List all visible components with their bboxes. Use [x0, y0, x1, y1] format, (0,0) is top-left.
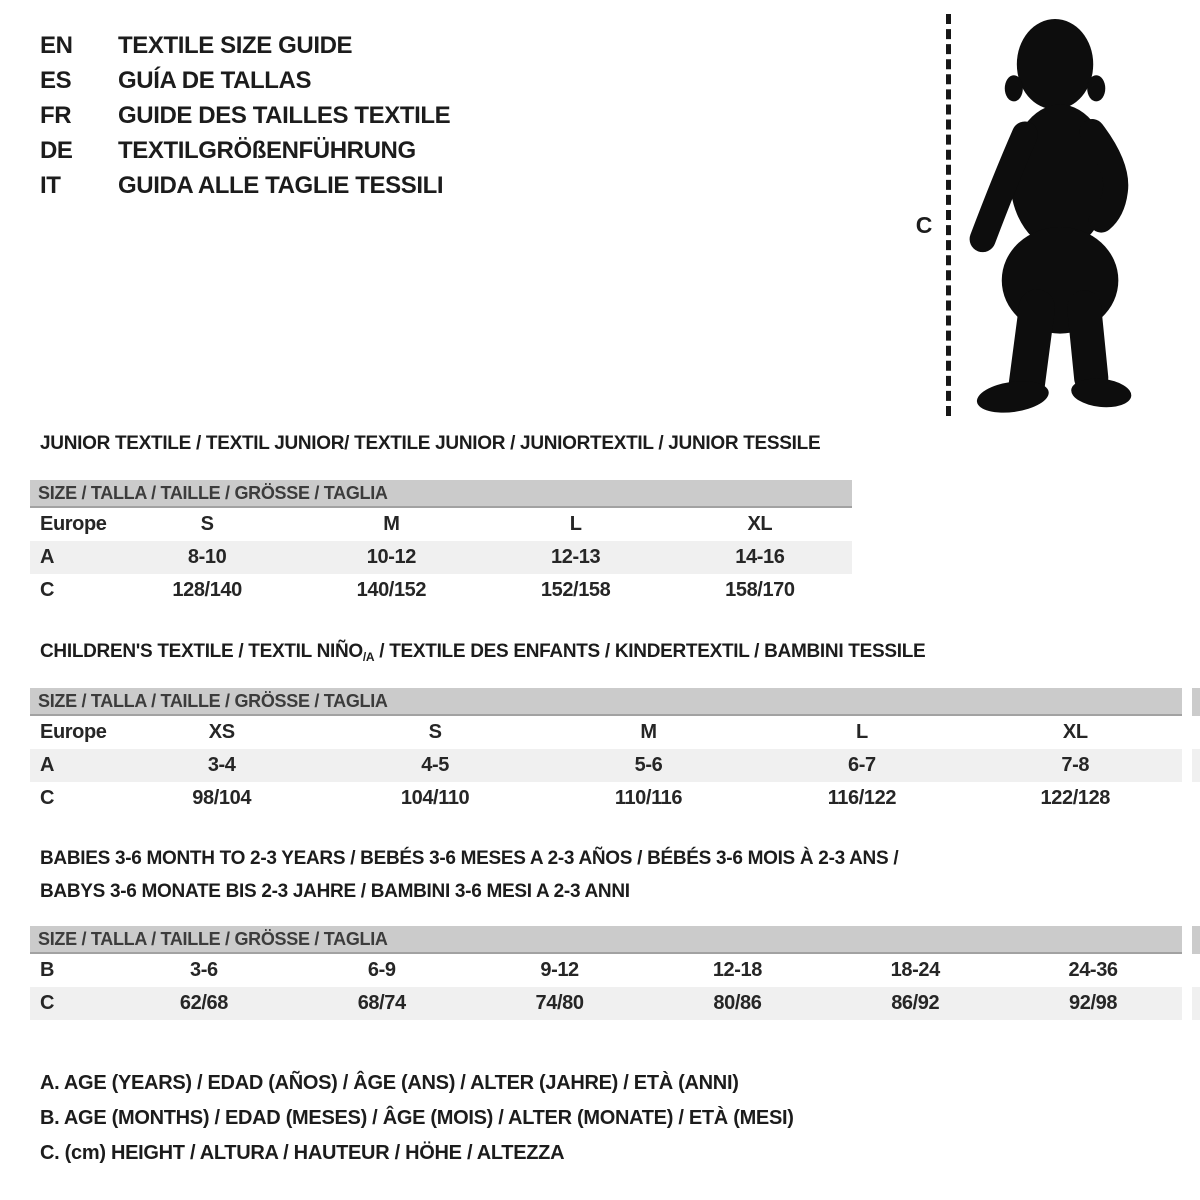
row-label-cell: A — [40, 546, 55, 568]
children-title-sub: /A — [362, 650, 375, 664]
table-row — [30, 782, 1182, 815]
babies-size-table — [30, 926, 1182, 1020]
size-cell: 12-18 — [712, 959, 762, 981]
row-label-cell: Europe — [40, 513, 107, 535]
size-cell: S — [428, 721, 442, 743]
language-row-de — [40, 133, 450, 168]
size-cell: 98/104 — [192, 787, 252, 809]
table-row — [30, 574, 852, 607]
table-row — [30, 987, 1182, 1020]
table-row — [30, 749, 1182, 782]
legend-line-a: A. AGE (YEARS) / EDAD (AÑOS) / ÂGE (ANS) / ALTER (JAHRE) / ETÀ (ANNI) — [40, 1072, 739, 1094]
row-label-cell: Europe — [40, 721, 107, 743]
size-cell: 18-24 — [890, 959, 940, 981]
size-cell: 104/110 — [400, 787, 470, 809]
size-cell: 4-5 — [421, 754, 449, 776]
size-cell: 74/80 — [535, 992, 584, 1014]
size-cell: XL — [1062, 721, 1088, 743]
children-title-post: / TEXTILE DES ENFANTS / KINDERTEXTIL / BAMBINI TESSILE — [374, 641, 926, 662]
size-cell: 10-12 — [366, 546, 416, 568]
size-cell: 7-8 — [1061, 754, 1090, 776]
table-right-edge-sliver — [1192, 926, 1200, 954]
language-title-block — [40, 28, 450, 203]
language-row-fr — [40, 98, 450, 133]
table-right-edge-sliver — [1192, 688, 1200, 716]
baby-silhouette-icon — [964, 16, 1136, 418]
size-cell: 86/92 — [891, 992, 940, 1014]
size-cell: 8-10 — [187, 546, 227, 568]
babies-section-title-line1: BABIES 3-6 MONTH TO 2-3 YEARS / BEBÉS 3-6 MESES A 2-3 AÑOS / BÉBÉS 3-6 MOIS À 2-3 ANS / — [40, 848, 899, 869]
size-cell: 80/86 — [713, 992, 762, 1014]
size-cell: 152/158 — [540, 579, 611, 601]
row-label-cell: B — [40, 959, 55, 981]
size-cell: 110/116 — [614, 787, 683, 809]
height-measure-dashed-line — [946, 14, 951, 416]
language-row-it — [40, 168, 450, 203]
language-row-es — [40, 63, 450, 98]
table-right-edge-sliver — [1192, 987, 1200, 1020]
size-header-bar: SIZE / TALLA / TAILLE / GRÖSSE / TAGLIA — [30, 688, 1182, 716]
guide-title-fr: GUIDE DES TAILLES TEXTILE — [118, 101, 451, 129]
size-cell: 158/170 — [725, 579, 795, 601]
size-cell: 9-12 — [540, 959, 579, 981]
babies-section-title-line2: BABYS 3-6 MONATE BIS 2-3 JAHRE / BAMBINI 3-6 MESI A 2-3 ANNI — [40, 881, 630, 902]
legend-line-c: C. (cm) HEIGHT / ALTURA / HAUTEUR / HÖHE / ALTEZZA — [40, 1142, 565, 1164]
table-row — [30, 954, 1182, 987]
guide-title-it: GUIDA ALLE TAGLIE TESSILI — [118, 171, 444, 199]
junior-size-table — [30, 480, 852, 607]
size-cell: XL — [747, 513, 773, 535]
size-cell: L — [855, 721, 868, 743]
measure-c-label: C — [915, 212, 933, 238]
children-section-title — [40, 641, 925, 663]
children-title-pre: CHILDREN'S TEXTILE / TEXTIL NIÑO — [40, 641, 363, 662]
children-size-table — [30, 688, 1182, 815]
row-label-cell: A — [40, 754, 55, 776]
size-cell: 5-6 — [634, 754, 663, 776]
legend-line-b: B. AGE (MONTHS) / EDAD (MESES) / ÂGE (MOIS) / ALTER (MONATE) / ETÀ (MESI) — [40, 1107, 794, 1129]
size-cell: 6-7 — [848, 754, 876, 776]
size-cell: 3-6 — [190, 959, 218, 981]
size-header-bar: SIZE / TALLA / TAILLE / GRÖSSE / TAGLIA — [30, 926, 1182, 954]
size-cell: 122/128 — [1040, 787, 1111, 809]
language-code: EN — [40, 31, 73, 59]
size-cell: 3-4 — [207, 754, 236, 776]
row-label-cell: C — [40, 992, 55, 1014]
size-cell: 24-36 — [1068, 959, 1118, 981]
measurement-legend — [40, 1066, 794, 1171]
size-cell: XS — [208, 721, 235, 743]
guide-title-es: GUÍA DE TALLAS — [118, 66, 312, 94]
size-cell: M — [640, 721, 657, 743]
table-row — [30, 541, 852, 574]
table-row — [30, 508, 852, 541]
language-code: IT — [40, 171, 61, 199]
size-cell: 6-9 — [367, 959, 396, 981]
size-cell: 68/74 — [357, 992, 406, 1014]
size-cell: 92/98 — [1069, 992, 1118, 1014]
junior-section-title: JUNIOR TEXTILE / TEXTIL JUNIOR/ TEXTILE JUNIOR / JUNIORTEXTIL / JUNIOR TESSILE — [40, 433, 821, 454]
size-cell: 14-16 — [735, 546, 785, 568]
size-cell: 12-13 — [551, 546, 601, 568]
language-code: ES — [40, 66, 72, 94]
size-cell: L — [569, 513, 582, 535]
size-cell: 128/140 — [172, 579, 242, 601]
row-label-cell: C — [40, 787, 55, 809]
size-cell: 140/152 — [356, 579, 427, 601]
guide-title-de: TEXTILGRÖßENFÜHRUNG — [118, 136, 416, 164]
table-row — [30, 716, 1182, 749]
size-cell: S — [200, 513, 214, 535]
language-code: DE — [40, 136, 73, 164]
size-cell: 62/68 — [179, 992, 228, 1014]
size-cell: 116/122 — [827, 787, 897, 809]
size-header-bar: SIZE / TALLA / TAILLE / GRÖSSE / TAGLIA — [30, 480, 852, 508]
table-right-edge-sliver — [1192, 749, 1200, 782]
row-label-cell: C — [40, 579, 55, 601]
language-row-en — [40, 28, 450, 63]
language-code: FR — [40, 101, 72, 129]
size-cell: M — [383, 513, 400, 535]
guide-title-en: TEXTILE SIZE GUIDE — [118, 31, 353, 59]
